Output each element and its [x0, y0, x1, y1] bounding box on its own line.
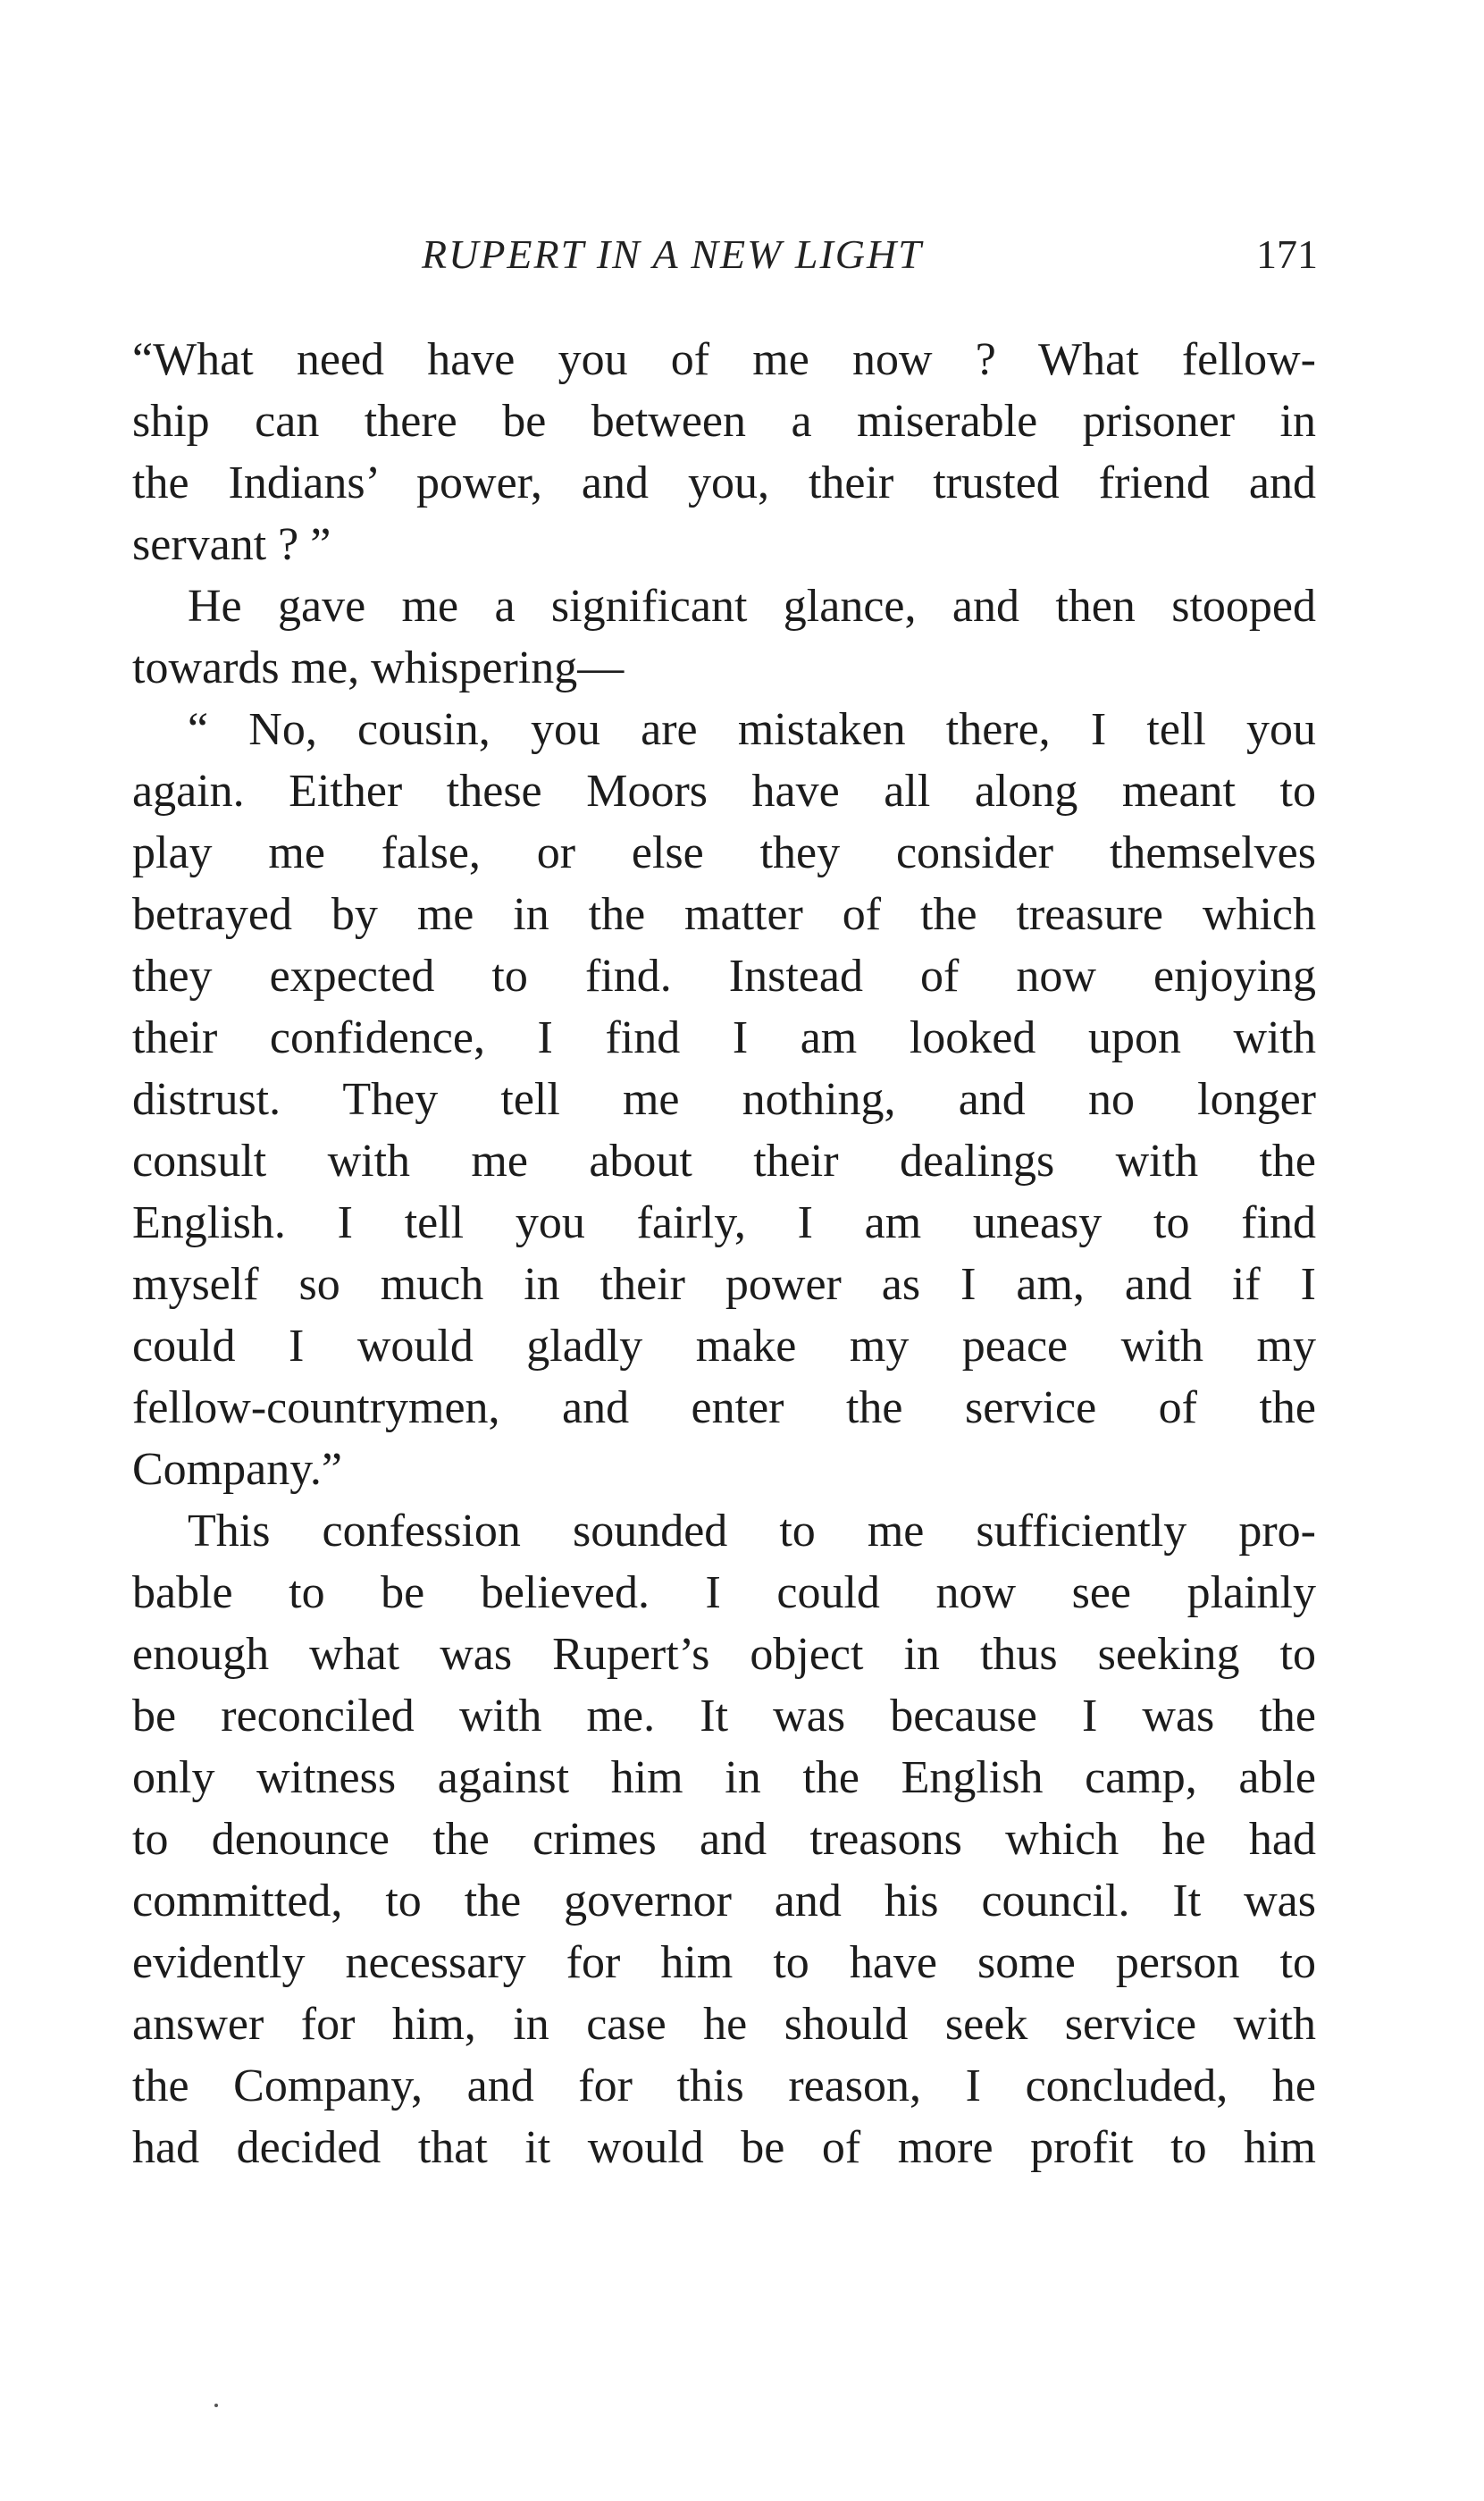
- text-line: “ No, cousin, you are mistaken there, I tell you: [188, 704, 1316, 755]
- text-line: consult with me about their dealings with the: [132, 1136, 1316, 1187]
- text-line: answer for him, in case he should seek service with: [132, 1999, 1316, 2050]
- body-text: [132, 329, 1316, 2178]
- text-line: again. Either these Moors have all along meant to: [132, 766, 1316, 817]
- text-line: play me false, or else they consider themselves: [132, 827, 1316, 878]
- text-line: could I would gladly make my peace with my: [132, 1321, 1316, 1372]
- text-line: their confidence, I find I am looked upon with: [132, 1012, 1316, 1063]
- running-head: [0, 231, 1484, 293]
- text-line: ship can there be between a miserable prisoner in: [132, 396, 1316, 447]
- text-line: myself so much in their power as I am, and if I: [132, 1259, 1316, 1310]
- text-line: be reconciled with me. It was because I was the: [132, 1691, 1316, 1741]
- page-number: 171: [1256, 231, 1318, 277]
- text-line: evidently necessary for him to have some person to: [132, 1937, 1316, 1988]
- text-line: had decided that it would be of more profit to him: [132, 2122, 1316, 2173]
- text-line: This confession sounded to me sufficiently pro-: [188, 1506, 1316, 1557]
- text-line: the Company, and for this reason, I concluded, he: [132, 2060, 1316, 2111]
- text-line: distrust. They tell me nothing, and no longer: [132, 1074, 1316, 1125]
- text-line: to denounce the crimes and treasons which he had: [132, 1814, 1316, 1865]
- text-line: English. I tell you fairly, I am uneasy to find: [132, 1197, 1316, 1248]
- text-line: committed, to the governor and his council. It was: [132, 1876, 1316, 1926]
- text-line: “What need have you of me now ? What fellow-: [132, 334, 1316, 385]
- text-line: enough what was Rupert’s object in thus seeking to: [132, 1629, 1316, 1680]
- text-line: fellow-countrymen, and enter the service of the: [132, 1382, 1316, 1433]
- text-line: towards me, whispering—: [132, 642, 625, 693]
- running-title: RUPERT IN A NEW LIGHT: [422, 231, 923, 277]
- text-line: betrayed by me in the matter of the treasure which: [132, 889, 1316, 940]
- ink-speck: [214, 2404, 218, 2407]
- text-line: the Indians’ power, and you, their trusted friend and: [132, 457, 1316, 508]
- text-line: bable to be believed. I could now see plainly: [132, 1567, 1316, 1618]
- text-line: Company.”: [132, 1444, 342, 1495]
- text-line: servant ? ”: [132, 519, 331, 570]
- text-line: only witness against him in the English camp, able: [132, 1752, 1316, 1803]
- text-line: He gave me a significant glance, and then stooped: [188, 581, 1316, 632]
- text-line: they expected to find. Instead of now enjoying: [132, 951, 1316, 1002]
